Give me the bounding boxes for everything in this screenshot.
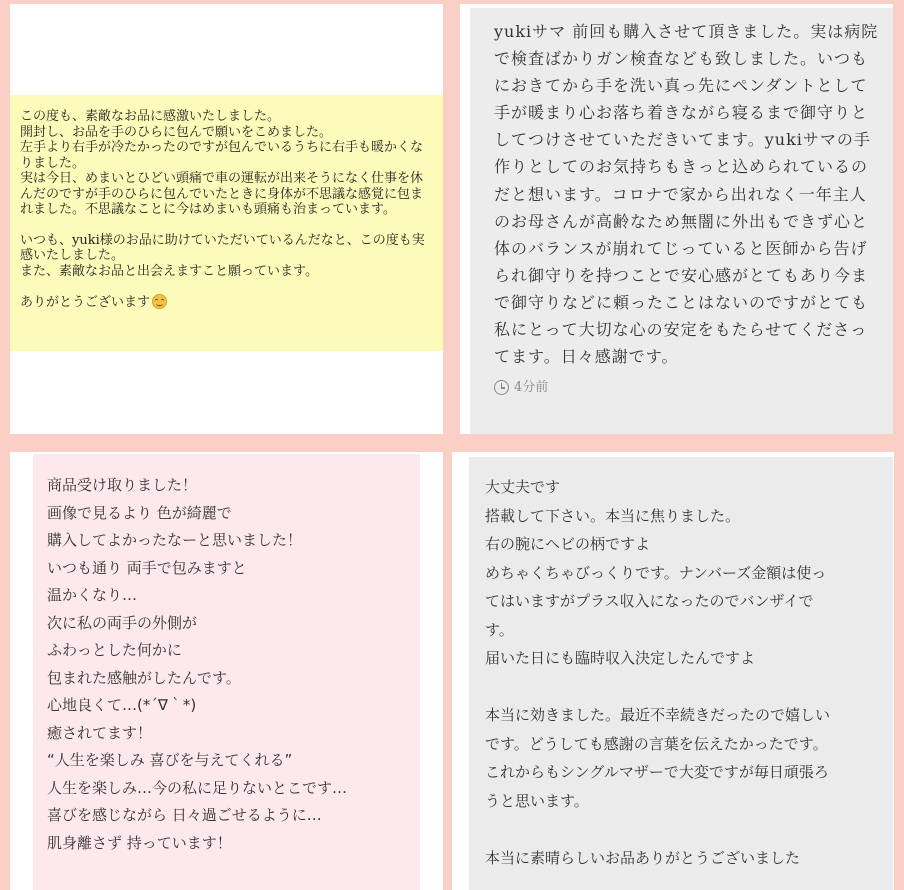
review-line: 大丈夫です bbox=[485, 478, 561, 496]
timestamp-label: 4分前 bbox=[514, 380, 549, 396]
review-card-gray bbox=[470, 8, 893, 434]
review-line: 商品受け取りました！ bbox=[47, 476, 198, 494]
review-paragraph: いつも、yuki様のお品に助けていただいているんだなと、この度も実感いたしました。 また、素敵なお品と出会えますこと願っています。 bbox=[20, 232, 425, 279]
review-line: 届いた日にも臨時収入決定したんですよ bbox=[485, 649, 756, 667]
review-card-gray-2 bbox=[469, 457, 893, 890]
review-line: 喜びを感じながら 日々過ごせるように… bbox=[47, 806, 322, 824]
review-line: 右の腕にヘビの柄ですよ bbox=[485, 535, 651, 553]
review-line: 本当に素晴らしいお品ありがとうございました bbox=[485, 848, 801, 867]
review-line: 購入してよかったなーと思いました！ bbox=[47, 531, 303, 549]
review-line: 包まれた感触がしたんです。 bbox=[47, 668, 241, 687]
review-blank-line bbox=[485, 673, 893, 702]
review-panel-3 bbox=[10, 452, 443, 890]
review-line: ふわっとした何かに bbox=[47, 641, 182, 659]
review-card-pink bbox=[33, 454, 420, 890]
review-panel-4 bbox=[452, 452, 894, 890]
review-line: めちゃくちゃびっくりです。ナンバーズ金額は使ってはいますがプラス収入になったのでバンザイです。 bbox=[485, 563, 827, 639]
review-panel-1 bbox=[10, 4, 443, 434]
review-line: 肌身離さず 持っています！ bbox=[47, 833, 232, 852]
review-line: いつも通り 両手で包みますと bbox=[47, 558, 247, 577]
review-timestamp bbox=[494, 374, 883, 401]
review-line: “人生を楽しみ 喜びを与えてくれる” bbox=[47, 751, 293, 769]
review-paragraph: ありがとうございます bbox=[20, 295, 151, 310]
review-blank-line bbox=[485, 815, 893, 844]
review-line: 心地良くて…(*´∇｀*) bbox=[47, 696, 197, 714]
review-line: 温かくなり… bbox=[47, 586, 138, 604]
review-line: 癒されてます！ bbox=[47, 723, 153, 742]
review-card-yellow bbox=[10, 95, 443, 351]
review-line: 搭載して下さい。本当に焦りました。 bbox=[485, 506, 741, 525]
clock-icon bbox=[494, 380, 509, 395]
review-line: 次に私の両手の外側が bbox=[47, 613, 198, 632]
review-line: 本当に効きました。最近不幸続きだったので嬉しいです。どうしても感謝の言葉を伝えたかったです。これからもシングルマザーで大変ですが毎日頑張ろうと思います。 bbox=[485, 706, 831, 810]
review-line: 画像で見るより 色が綺麗で bbox=[47, 503, 232, 522]
review-line: 人生を楽しみ…今の私に足りないとこです… bbox=[47, 778, 348, 797]
review-panel-2 bbox=[460, 4, 893, 434]
review-paragraph: この度も、素敵なお品に感激いたしました。 開封し、お品を手のひらに包んで願いをこめました。 左手より右手が冷たかったのですが包んでいるうちに右手も暖かくなりました。 実は今日、めまいとひどい頭痛で車の運転が出来そうになく仕事を休んだのですが手のひらに包んでいたときに身体が不思議な感覚に包まれました。不思議なことに今はめまいも頭痛も治まっています。 bbox=[20, 109, 424, 217]
review-message: yukiサマ 前回も購入させて頂きました。実は病院で検査ばかりガン検査なども致しました。いつもにおきてから手を洗い真っ先にペンダントとして手が暖まり心お落ち着きながら寝るまで御守りとしてつけさせていただきいてます。yukiサマの手作りとしてのお気持ちもきっと込められているのだと想います。コロナで家から出れなく一年主人のお母さんが高齢なため無闇に外出もできず心と体のバランスが崩れてじっていると医師から告げられ御守りを持つことで安心感がとてもあり今まで御守りなどに頼ったことはないのですがとても私にとって大切な心の安定をもたらせてくださってます。日々感謝です。 bbox=[494, 22, 879, 367]
smiling-face-emoji-icon bbox=[152, 294, 167, 309]
